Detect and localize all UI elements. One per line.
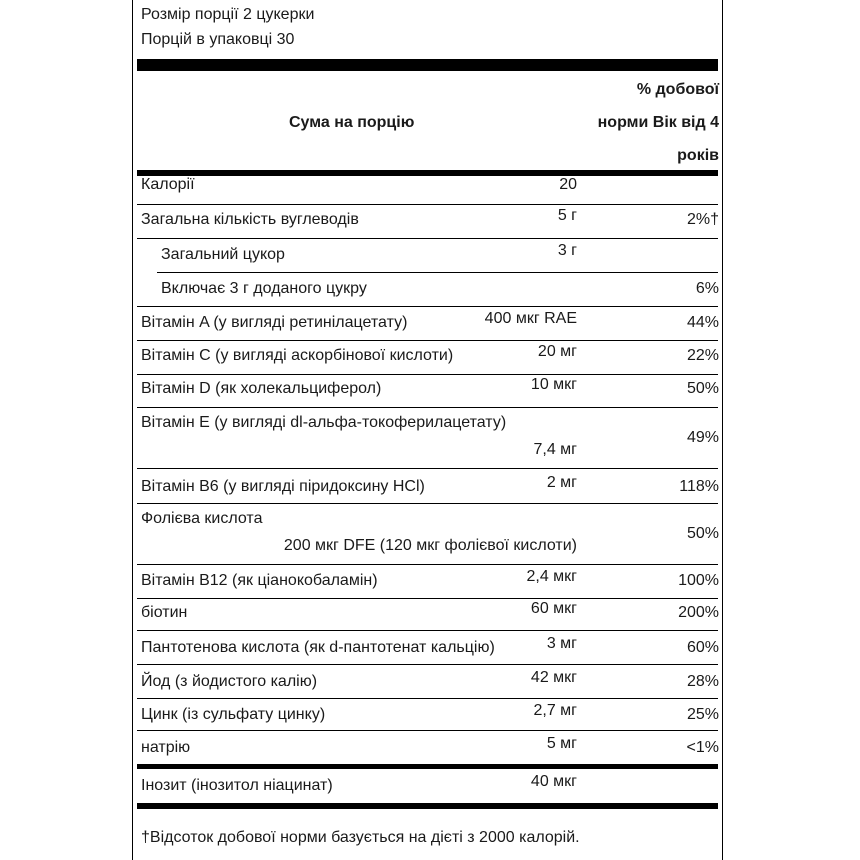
supplement-facts-panel bbox=[132, 0, 723, 860]
nutrient-amount: 20 мг bbox=[537, 343, 577, 360]
nutrient-amount: 20 bbox=[559, 176, 577, 193]
nutrient-amount: 5 г bbox=[557, 207, 577, 224]
nutrient-row-biotin bbox=[133, 599, 722, 630]
nutrient-row-iodine bbox=[133, 665, 722, 698]
nutrient-daily-value: 22% bbox=[686, 347, 719, 364]
nutrient-amount: 2,7 мг bbox=[533, 702, 577, 719]
nutrient-daily-value: 25% bbox=[686, 706, 719, 723]
nutrient-row-pantothenic-acid bbox=[133, 631, 722, 664]
nutrient-amount: 3 г bbox=[557, 242, 577, 259]
nutrient-daily-value: 50% bbox=[686, 525, 719, 542]
nutrient-daily-value: <1% bbox=[686, 739, 719, 756]
nutrient-name: Вітамін E (у вигляді dl-альфа-токоферилацетату) bbox=[141, 414, 507, 431]
nutrient-name: Загальна кількість вуглеводів bbox=[141, 211, 359, 228]
nutrient-daily-value: 44% bbox=[686, 314, 719, 331]
footnote: †Відсоток добової норми базується на дієті з 2000 калорій. bbox=[141, 829, 580, 846]
nutrient-row-folic-acid bbox=[133, 504, 722, 564]
nutrient-row-inositol bbox=[133, 769, 722, 803]
nutrient-name: Вітамін D (як холекальциферол) bbox=[141, 380, 382, 397]
nutrient-name: Пантотенова кислота (як d-пантотенат кальцію) bbox=[141, 639, 495, 656]
nutrient-daily-value: 28% bbox=[686, 673, 719, 690]
nutrient-amount: 5 мг bbox=[546, 735, 577, 752]
nutrient-amount: 10 мкг bbox=[530, 376, 577, 393]
nutrient-name: Вітамін C (у вигляді аскорбінової кислоти) bbox=[141, 347, 454, 364]
nutrient-amount: 200 мкг DFE (120 мкг фолієвої кислоти) bbox=[283, 537, 577, 554]
nutrient-row-total-sugars bbox=[133, 239, 722, 272]
thick-divider-top bbox=[137, 59, 718, 71]
nutrient-name: Цинк (із сульфату цинку) bbox=[141, 706, 326, 723]
nutrient-row-vitamin-b12 bbox=[133, 565, 722, 598]
nutrient-row-vitamin-c bbox=[133, 341, 722, 374]
serving-size: Розмір порції 2 цукерки bbox=[141, 6, 315, 23]
nutrient-row-vitamin-b6 bbox=[133, 469, 722, 502]
nutrient-name: Загальний цукор bbox=[161, 246, 285, 263]
nutrient-daily-value: 2%† bbox=[686, 211, 719, 228]
daily-value-header-line2: норми Вік від 4 bbox=[597, 114, 719, 131]
nutrient-name: Вітамін A (у вигляді ретинілацетату) bbox=[141, 314, 408, 331]
nutrient-name: Йод (з йодистого калію) bbox=[141, 673, 318, 690]
nutrient-daily-value: 50% bbox=[686, 380, 719, 397]
nutrient-amount: 7,4 мг bbox=[533, 441, 577, 458]
nutrient-name: Включає 3 г доданого цукру bbox=[161, 280, 367, 297]
nutrient-amount: 2 мг bbox=[546, 474, 577, 491]
servings-per-container: Порцій в упаковці 30 bbox=[141, 31, 295, 48]
nutrient-row-carbohydrates bbox=[133, 205, 722, 238]
nutrient-amount: 60 мкг bbox=[530, 600, 577, 617]
nutrient-row-zinc bbox=[133, 699, 722, 730]
nutrient-daily-value: 100% bbox=[678, 572, 719, 589]
nutrient-daily-value: 200% bbox=[678, 604, 719, 621]
nutrient-amount: 3 мг bbox=[546, 635, 577, 652]
nutrient-name: біотин bbox=[141, 604, 188, 621]
daily-value-header-line3: років bbox=[677, 147, 719, 164]
nutrient-row-sodium bbox=[133, 731, 722, 764]
nutrient-amount: 42 мкг bbox=[530, 669, 577, 686]
nutrient-amount: 2,4 мкг bbox=[526, 568, 577, 585]
nutrient-row-vitamin-e bbox=[133, 408, 722, 468]
nutrient-name: Інозит (інозитол ніацинат) bbox=[141, 777, 333, 794]
nutrient-name: натрію bbox=[141, 739, 191, 756]
nutrient-amount: 40 мкг bbox=[530, 773, 577, 790]
nutrient-amount: 400 мкг RAE bbox=[484, 310, 577, 327]
nutrient-daily-value: 60% bbox=[686, 639, 719, 656]
thick-divider-bottom bbox=[137, 803, 718, 809]
nutrient-name: Вітамін B12 (як ціанокобаламін) bbox=[141, 572, 378, 589]
nutrient-name: Вітамін B6 (у вигляді піридоксину HCl) bbox=[141, 478, 425, 495]
nutrient-row-added-sugars bbox=[133, 273, 722, 306]
nutrient-daily-value: 6% bbox=[695, 280, 719, 297]
amount-per-serving-header: Сума на порцію bbox=[289, 114, 415, 131]
nutrient-row-vitamin-a bbox=[133, 307, 722, 340]
nutrient-daily-value: 49% bbox=[686, 429, 719, 446]
nutrient-daily-value: 118% bbox=[679, 478, 719, 495]
daily-value-header-line1: % добової bbox=[636, 81, 719, 98]
nutrient-name: Калорії bbox=[141, 176, 195, 193]
nutrient-row-vitamin-d bbox=[133, 375, 722, 408]
nutrient-name: Фолієва кислота bbox=[141, 510, 263, 527]
